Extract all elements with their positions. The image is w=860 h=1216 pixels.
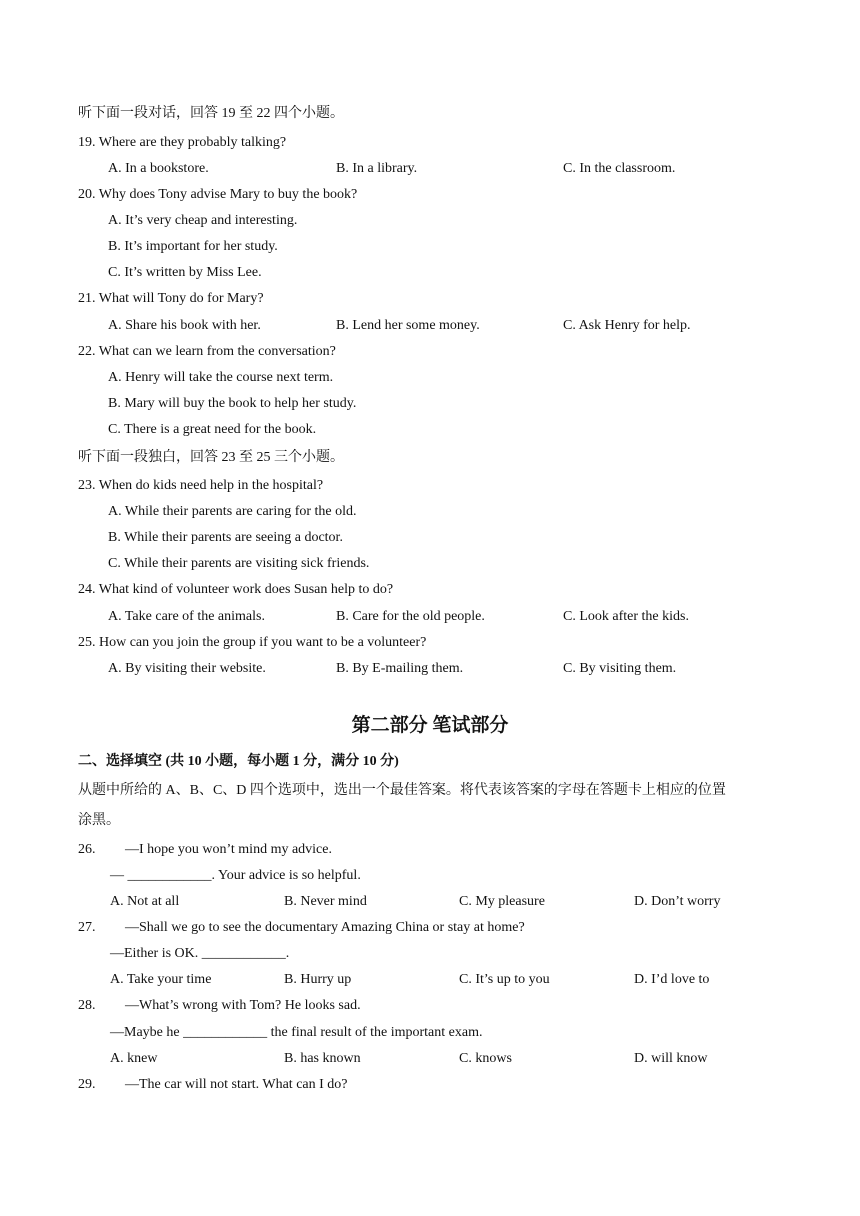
question-28-option-b: B. has known [284,1051,361,1066]
question-23-stem: 23. When do kids need help in the hospital? [78,478,324,493]
listening-intro-19-22: 听下面一段对话，回答 19 至 22 四个小题。 [78,106,344,121]
question-25-option-c: C. By visiting them. [563,661,677,676]
question-26-option-b: B. Never mind [284,894,367,909]
question-28-number: 28. [78,998,96,1013]
question-26-dialogue-2: — ____________. Your advice is so helpful. [110,868,361,883]
question-21-option-c: C. Ask Henry for help. [563,318,691,333]
question-19-option-a: A. In a bookstore. [108,161,209,176]
question-25-option-a: A. By visiting their website. [108,661,266,676]
question-22-stem: 22. What can we learn from the conversation? [78,344,336,359]
question-27-option-d: D. I’d love to [634,972,710,987]
question-20-option-b: B. It’s important for her study. [108,239,278,254]
question-28-option-c: C. knows [459,1051,512,1066]
question-23-option-a: A. While their parents are caring for the old. [108,504,357,519]
question-22-option-c: C. There is a great need for the book. [108,422,317,437]
question-29-dialogue-1: —The car will not start. What can I do? [125,1077,348,1092]
question-27-option-b: B. Hurry up [284,972,352,987]
question-21-stem: 21. What will Tony do for Mary? [78,291,264,306]
question-21-option-b: B. Lend her some money. [336,318,480,333]
question-26-option-c: C. My pleasure [459,894,545,909]
question-27-dialogue-2: —Either is OK. ____________. [110,946,290,961]
question-24-option-c: C. Look after the kids. [563,609,689,624]
question-28-option-d: D. will know [634,1051,708,1066]
question-23-option-c: C. While their parents are visiting sick friends. [108,556,370,571]
question-25-option-b: B. By E-mailing them. [336,661,464,676]
question-24-option-b: B. Care for the old people. [336,609,485,624]
question-27-dialogue-1: —Shall we go to see the documentary Amazing China or stay at home? [125,920,525,935]
question-24-option-a: A. Take care of the animals. [108,609,265,624]
question-19-option-c: C. In the classroom. [563,161,676,176]
question-19-stem: 19. Where are they probably talking? [78,135,287,150]
listening-intro-23-25: 听下面一段独白，回答 23 至 25 三个小题。 [78,450,344,465]
question-28-dialogue-2: —Maybe he ____________ the final result of the important exam. [110,1025,483,1040]
question-27-line-1 [78,919,525,937]
question-27-number: 27. [78,920,96,935]
question-28-option-a: A. knew [110,1051,158,1066]
question-20-stem: 20. Why does Tony advise Mary to buy the book? [78,187,358,202]
section-2-instructions-line-2: 涂黑。 [78,813,120,828]
question-24-stem: 24. What kind of volunteer work does Susan help to do? [78,582,394,597]
question-22-option-b: B. Mary will buy the book to help her study. [108,396,357,411]
question-27-option-c: C. It’s up to you [459,972,550,987]
question-19-option-b: B. In a library. [336,161,418,176]
section-2-instructions-line-1: 从题中所给的 A、B、C、D 四个选项中，选出一个最佳答案。将代表该答案的字母在答题卡上相应的位置 [78,783,726,798]
question-23-option-b: B. While their parents are seeing a doctor. [108,530,343,545]
question-20-option-c: C. It’s written by Miss Lee. [108,265,262,280]
question-28-line-1 [78,997,361,1015]
question-29-line-1 [78,1076,348,1094]
question-26-option-d: D. Don’t worry [634,894,721,909]
question-29-number: 29. [78,1077,96,1092]
section-2-heading: 二、选择填空 (共 10 小题，每小题 1 分，满分 10 分) [78,754,399,769]
question-26-line-1 [78,841,332,859]
question-22-option-a: A. Henry will take the course next term. [108,370,334,385]
part-2-title: 第二部分 笔试部分 [351,715,509,736]
question-27-option-a: A. Take your time [110,972,212,987]
question-26-number: 26. [78,842,96,857]
question-26-option-a: A. Not at all [110,894,180,909]
question-21-option-a: A. Share his book with her. [108,318,261,333]
question-26-dialogue-1: —I hope you won’t mind my advice. [125,842,332,857]
question-25-stem: 25. How can you join the group if you want to be a volunteer? [78,635,427,650]
question-20-option-a: A. It’s very cheap and interesting. [108,213,298,228]
question-28-dialogue-1: —What’s wrong with Tom? He looks sad. [125,998,361,1013]
